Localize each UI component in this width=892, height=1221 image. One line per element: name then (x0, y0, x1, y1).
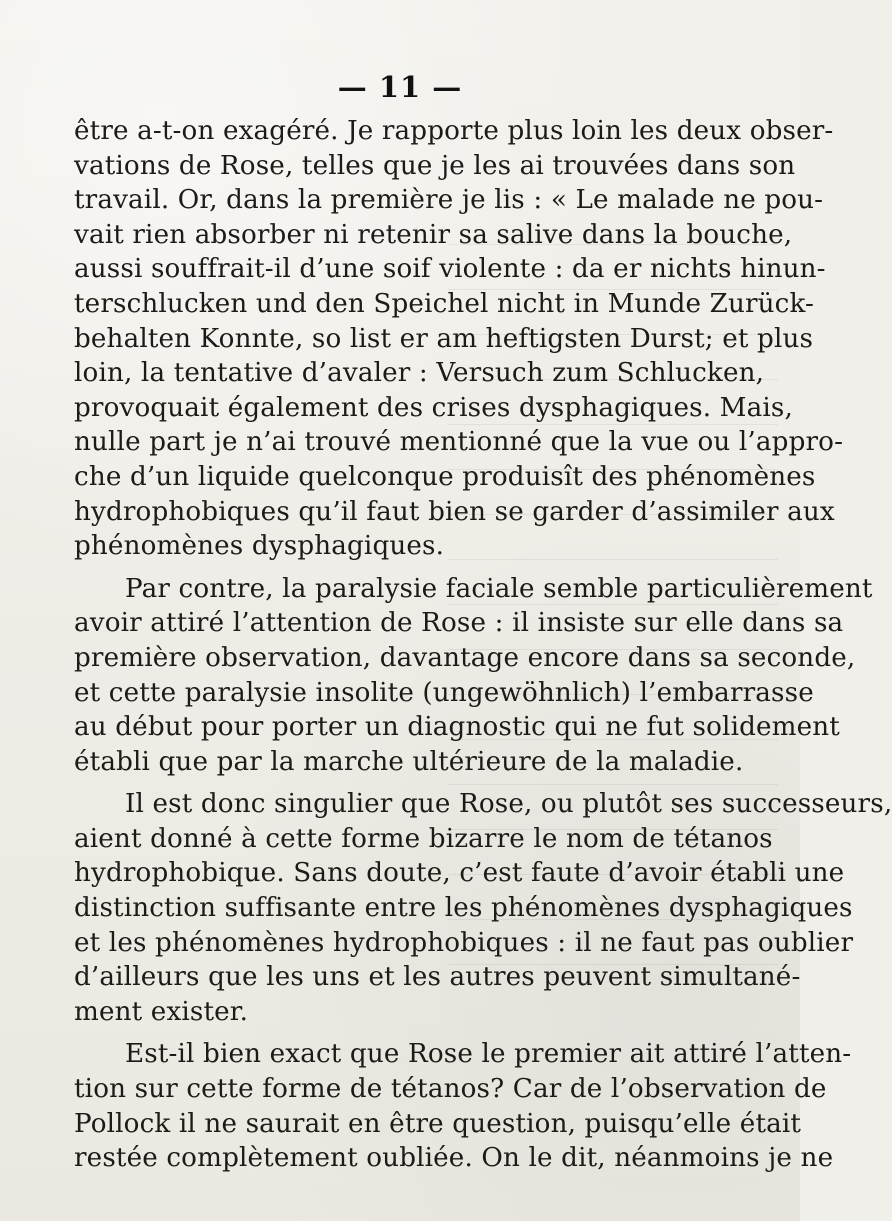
text-line-10: nulle part je n’ai trouvé mentionné que la vue ou l’appro- (74, 427, 844, 458)
text-line-18: au début pour porter un diagnostic qui ne fut solidement (74, 712, 840, 743)
text-line-6: terschlucken und den Speichel nicht in Munde Zurück- (74, 288, 815, 319)
text-line-3: travail. Or, dans la première je lis : « Le malade ne pou- (74, 185, 824, 216)
paragraph-gap (74, 564, 710, 572)
text-line-12: hydrophobiques qu’il faut bien se garder d’assimiler aux (74, 496, 835, 527)
text-line-28: tion sur cette forme de tétanos? Car de l’observation de (74, 1074, 827, 1105)
text-line-22: hydrophobique. Sans doute, c’est faute d’avoir établi une (74, 858, 845, 889)
text-line-24: et les phénomènes hydrophobiques : il ne faut pas oublier (74, 927, 854, 958)
text-line-14: Par contre, la paralysie faciale semble particulièrement (125, 573, 873, 604)
text-line-16: première observation, davantage encore dans sa seconde, (74, 642, 856, 673)
text-line-13: phénomènes dysphagiques. (74, 531, 445, 562)
text-line-26: ment exister. (74, 996, 249, 1027)
paragraph-gap (74, 1029, 710, 1037)
text-line-19: établi que par la marche ultérieure de la maladie. (74, 746, 744, 777)
body-text (74, 114, 892, 1176)
text-line-5: aussi souffrait-il d’une soif violente : da er nichts hinun- (74, 254, 826, 285)
text-line-4: vait rien absorber ni retenir sa salive dans la bouche, (74, 219, 793, 250)
text-line-7: behalten Konnte, so list er am heftigsten Durst; et plus (74, 323, 814, 354)
text-line-29: Pollock il ne saurait en être question, puisqu’elle était (74, 1108, 802, 1139)
text-line-15: avoir attiré l’attention de Rose : il insiste sur elle dans sa (74, 608, 844, 639)
text-line-9: provoquait également des crises dysphagiques. Mais, (74, 392, 793, 423)
text-line-30: restée complètement oubliée. On le dit, néanmoins je ne (74, 1143, 834, 1174)
text-line-2: vations de Rose, telles que je les ai trouvées dans son (74, 150, 796, 181)
text-line-8: loin, la tentative d’avaler : Versuch zum Schlucken, (74, 358, 765, 389)
text-line-23: distinction suffisante entre les phénomènes dysphagiques (74, 893, 853, 924)
text-line-1: être a-t-on exagéré. Je rapporte plus loin les deux obser- (74, 116, 834, 146)
text-line-25: d’ailleurs que les uns et les autres peuvent simultané- (74, 962, 801, 993)
page-number: — 11 — (337, 70, 463, 104)
text-line-27: Est-il bien exact que Rose le premier ait attiré l’atten- (125, 1039, 852, 1070)
text-line-11: che d’un liquide quelconque produisît des phénomènes (74, 461, 816, 492)
paragraph-gap (74, 779, 710, 787)
text-line-20: Il est donc singulier que Rose, ou plutôt ses successeurs, (125, 789, 892, 820)
text-line-21: aient donné à cette forme bizarre le nom de tétanos (74, 823, 773, 854)
text-line-17: et cette paralysie insolite (ungewöhnlich) l’embarrasse (74, 677, 814, 708)
